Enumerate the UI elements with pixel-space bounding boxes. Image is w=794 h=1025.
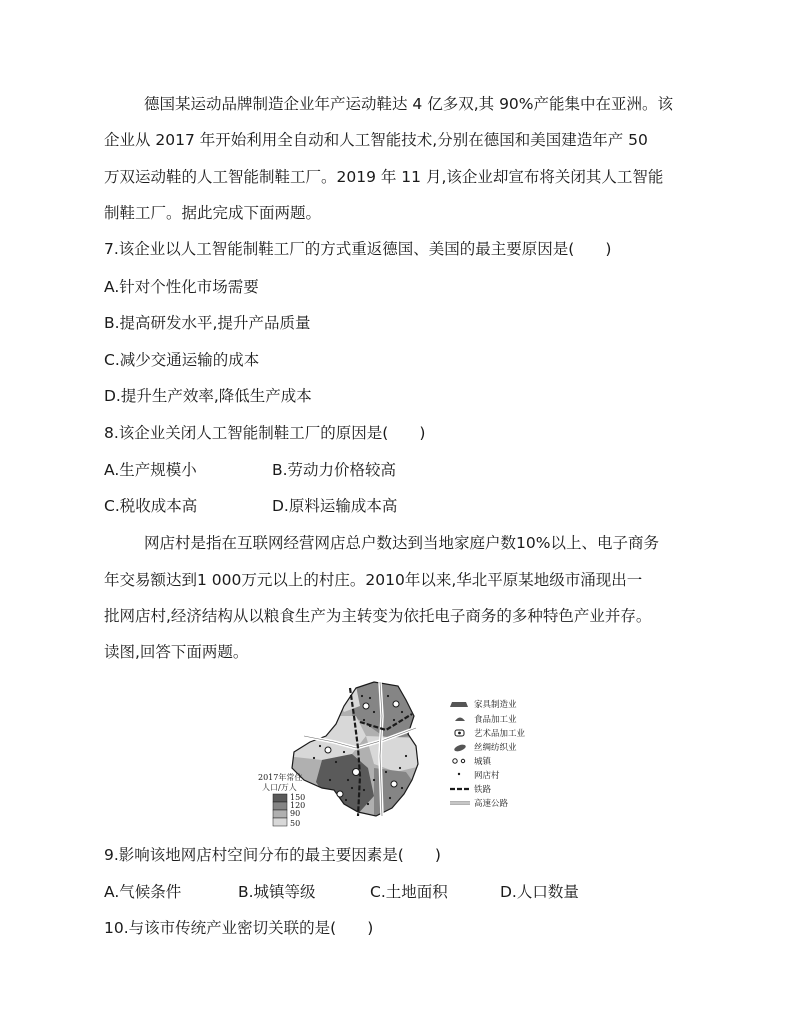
- option-a[interactable]: A.生产规模小: [104, 461, 197, 479]
- option-d[interactable]: D.人口数量: [500, 883, 579, 901]
- population-legend: [258, 772, 305, 828]
- passage-1-line: 万双运动鞋的人工智能制鞋工厂。2019 年 11 月,该企业却宣布将关闭其人工智能: [104, 168, 664, 186]
- option-a[interactable]: A.针对个性化市场需要: [104, 278, 259, 296]
- population-level-120: 120: [290, 801, 306, 810]
- question-stem: 9.影响该地网店村空间分布的最主要因素是( ): [104, 846, 441, 864]
- question-stem: 8.该企业关闭人工智能制鞋工厂的原因是( ): [104, 424, 426, 442]
- option-d[interactable]: D.提升生产效率,降低生产成本: [104, 387, 312, 405]
- map-svg: [256, 676, 526, 836]
- map-legend: [450, 699, 526, 809]
- option-c[interactable]: C.土地面积: [370, 883, 448, 901]
- town-icon: [453, 759, 457, 763]
- legend-highway: 高速公路: [474, 799, 509, 809]
- option-c[interactable]: C.减少交通运输的成本: [104, 351, 260, 369]
- map-figure: [256, 676, 526, 836]
- option-c[interactable]: C.税收成本高: [104, 497, 198, 515]
- passage-1-line: 企业从 2017 年开始利用全自动和人工智能技术,分别在德国和美国建造年产 50: [104, 131, 648, 149]
- legend-net-shop: 网店村: [474, 771, 500, 781]
- option-b[interactable]: B.劳动力价格较高: [272, 461, 397, 479]
- legend-silk: 丝绸纺织业: [474, 743, 517, 753]
- option-a[interactable]: A.气候条件: [104, 883, 182, 901]
- question-stem: 10.与该市传统产业密切关联的是( ): [104, 919, 374, 937]
- legend-food: 食品加工业: [474, 715, 517, 725]
- legend-town: 城镇: [474, 757, 492, 767]
- legend-railway: 铁路: [474, 785, 492, 795]
- passage-1-line: 德国某运动品牌制造企业年产运动鞋达 4 亿多双,其 90%产能集中在亚洲。该: [144, 95, 674, 113]
- population-title-line2: 人口/万人: [262, 783, 297, 792]
- population-level-90: 90: [290, 809, 301, 818]
- option-d[interactable]: D.原料运输成本高: [272, 497, 398, 515]
- furniture-icon: [450, 702, 468, 707]
- passage-1-line: 制鞋工厂。据此完成下面两题。: [104, 204, 322, 222]
- legend-art: 艺术品加工业: [474, 729, 526, 739]
- food-icon: [455, 718, 465, 722]
- option-b[interactable]: B.提高研发水平,提升产品质量: [104, 314, 311, 332]
- passage-2-line: 网店村是指在互联网经营网店总户数达到当地家庭户数10%以上、电子商务: [144, 534, 659, 552]
- population-level-50: 50: [290, 819, 301, 828]
- legend-furniture: 家具制造业: [474, 700, 517, 710]
- option-b[interactable]: B.城镇等级: [238, 883, 316, 901]
- population-title-line1: 2017年常住: [258, 773, 303, 782]
- silk-icon: [453, 743, 466, 752]
- passage-2-line: 年交易额达到1 000万元以上的村庄。2010年以来,华北平原某地级市涌现出一: [104, 571, 643, 589]
- question-stem: 7.该企业以人工智能制鞋工厂的方式重返德国、美国的最主要原因是( ): [104, 240, 612, 258]
- passage-2-line: 批网店村,经济结构从以粮食生产为主转变为依托电子商务的多种特色产业并存。: [104, 607, 652, 625]
- passage-2-line: 读图,回答下面两题。: [104, 643, 249, 661]
- population-level-150: 150: [290, 793, 306, 802]
- net-shop-icon: [458, 773, 460, 775]
